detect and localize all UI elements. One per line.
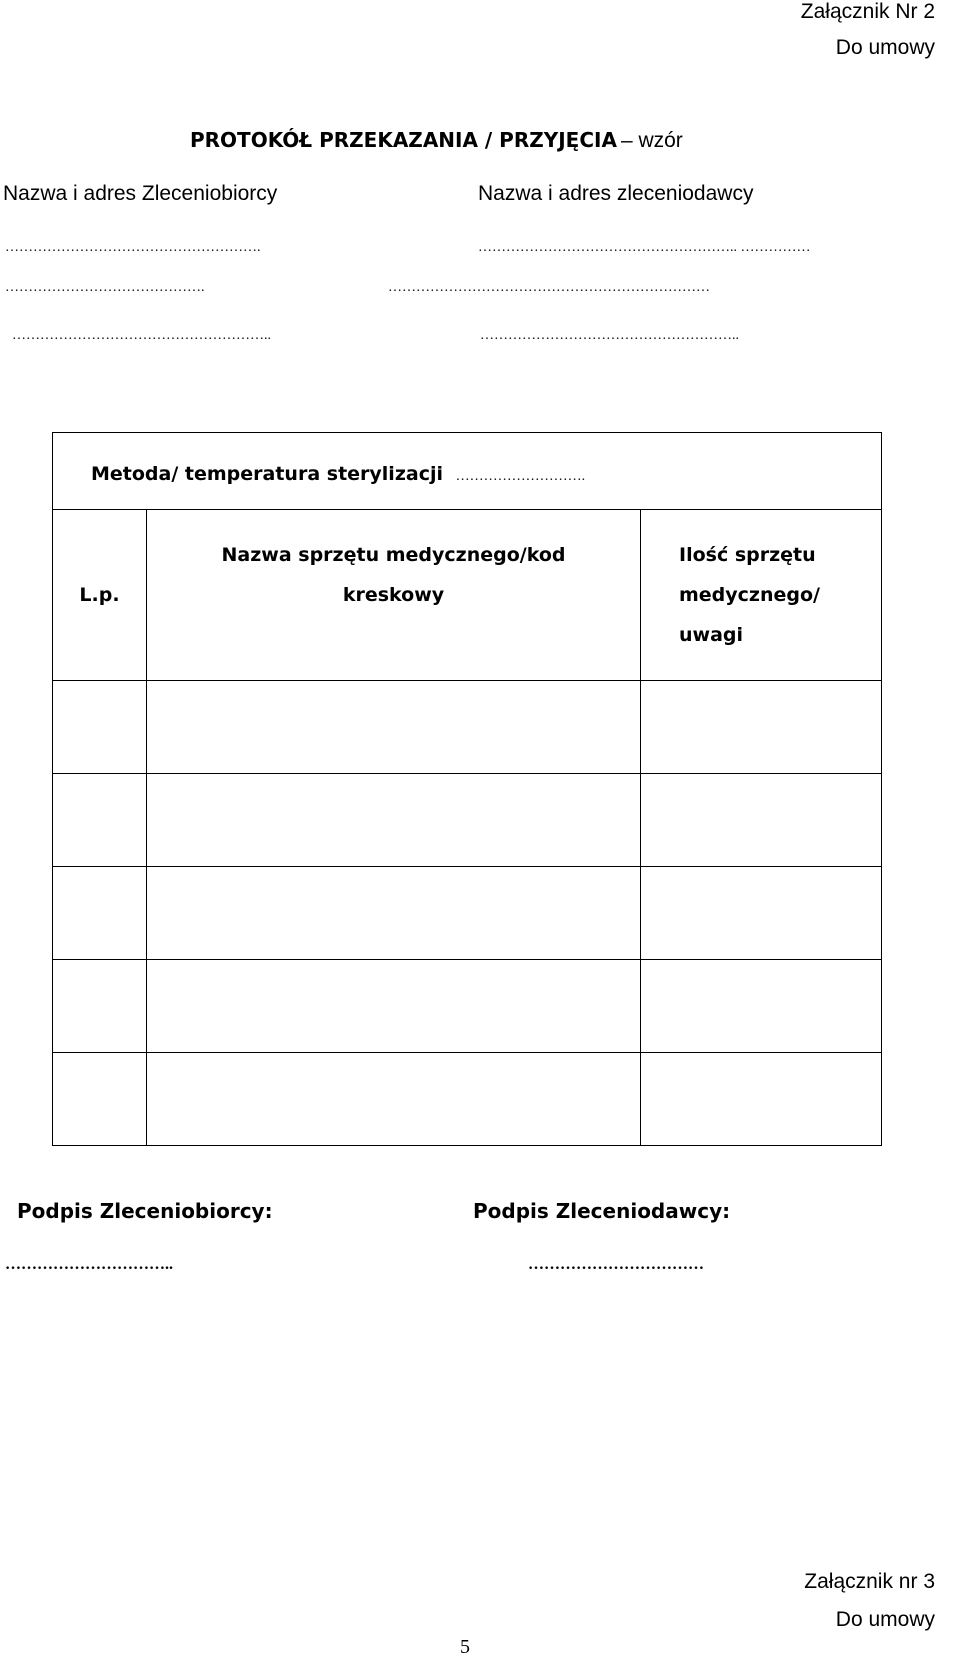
header-lp — [53, 510, 147, 681]
cell-lp — [53, 1053, 147, 1146]
contractor-signature-line: ………………………….. — [5, 1256, 173, 1273]
contractor-signature-label: Podpis Zleceniobiorcy: — [17, 1199, 273, 1223]
method-dots: ………………………. — [455, 469, 586, 484]
client-signature-line: …………………………… — [528, 1256, 704, 1273]
cell-equipment-name — [147, 867, 641, 960]
table-row — [53, 960, 882, 1053]
client-signature-label: Podpis Zleceniodawcy: — [473, 1199, 731, 1223]
table-row — [53, 774, 882, 867]
client-line-2: …………………………………………………………… — [388, 280, 710, 295]
cell-lp — [53, 681, 147, 774]
cell-quantity — [641, 681, 882, 774]
title-suffix: – wzór — [620, 129, 683, 152]
cell-equipment-name — [147, 681, 641, 774]
contractor-line-3: ……………………………………………….. — [12, 328, 271, 343]
document-title — [190, 128, 683, 153]
table-row — [53, 1053, 882, 1146]
cell-quantity — [641, 774, 882, 867]
page-number: 5 — [460, 1636, 470, 1658]
cell-lp — [53, 774, 147, 867]
next-annex-contract-ref: Do umowy — [835, 1608, 935, 1631]
protocol-table — [52, 432, 882, 1146]
cell-equipment-name — [147, 960, 641, 1053]
method-cell — [53, 433, 882, 510]
annex-number: Załącznik Nr 2 — [800, 0, 935, 23]
cell-quantity — [641, 960, 882, 1053]
table-row — [53, 681, 882, 774]
cell-quantity — [641, 867, 882, 960]
annex-contract-ref: Do umowy — [835, 36, 935, 59]
header-qty-line-1: Ilość sprzętu — [679, 544, 816, 566]
cell-lp — [53, 960, 147, 1053]
header-name-line-2: kreskowy — [342, 584, 445, 606]
cell-lp — [53, 867, 147, 960]
header-name-line-1: Nazwa sprzętu medycznego/kod — [221, 544, 566, 566]
header-equipment-name — [147, 510, 641, 681]
cell-quantity — [641, 1053, 882, 1146]
contractor-line-2: ……………………………………. — [5, 280, 205, 295]
title-main: PROTOKÓŁ PRZEKAZANIA / PRZYJĘCIA — [190, 128, 617, 152]
method-row — [53, 433, 882, 510]
method-label: Metoda/ temperatura sterylizacji — [91, 463, 443, 485]
header-qty-line-2: medycznego/ — [679, 584, 820, 606]
table-row — [53, 867, 882, 960]
client-line-3: ……………………………………………….. — [480, 328, 739, 343]
client-line-1: ……………………………………………….. …………… — [478, 240, 811, 255]
header-qty-line-3: uwagi — [679, 624, 744, 646]
table-header-row — [53, 510, 882, 681]
contractor-line-1: ………………………………………………. — [5, 240, 261, 255]
header-lp-label: L.p. — [79, 584, 120, 606]
client-label: Nazwa i adres zleceniodawcy — [478, 182, 754, 205]
header-quantity — [641, 510, 882, 681]
next-annex-number: Załącznik nr 3 — [804, 1570, 935, 1593]
cell-equipment-name — [147, 774, 641, 867]
contractor-label: Nazwa i adres Zleceniobiorcy — [3, 182, 278, 205]
cell-equipment-name — [147, 1053, 641, 1146]
